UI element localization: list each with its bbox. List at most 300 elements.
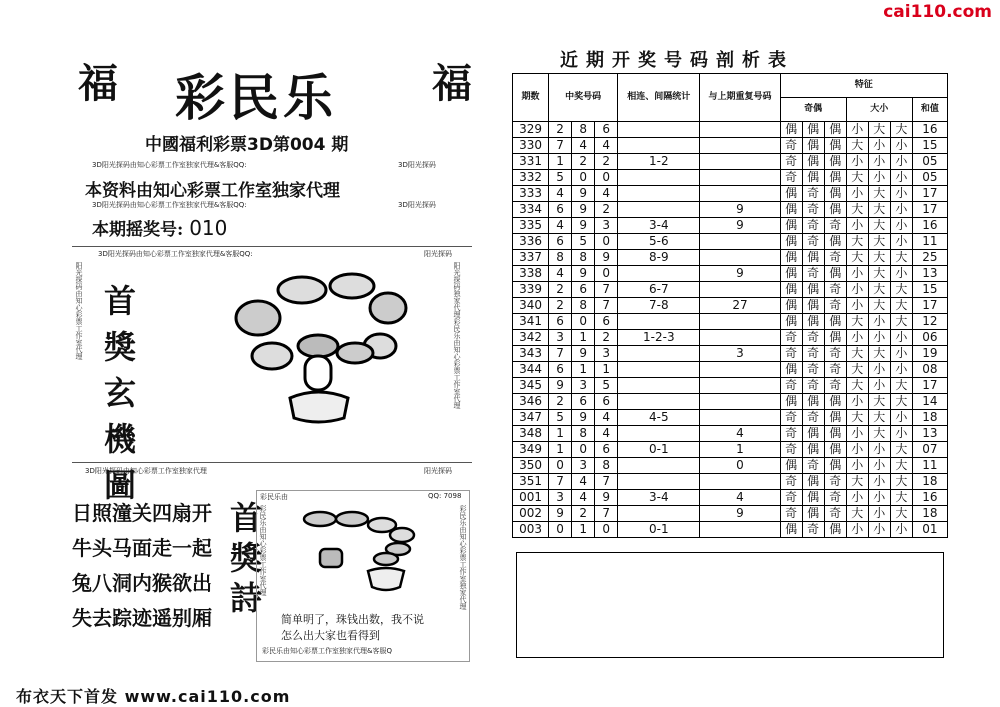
- digit-cell: 4: [595, 426, 618, 442]
- odd-even-cell: 奇: [780, 170, 802, 186]
- sum-cell: 25: [912, 250, 947, 266]
- odd-even-cell: 偶: [780, 314, 802, 330]
- consecutive-cell: [618, 266, 700, 282]
- sum-cell: 08: [912, 362, 947, 378]
- bead-necklace-picture: [220, 268, 420, 443]
- odd-even-cell: 偶: [824, 410, 846, 426]
- digit-cell: 4: [572, 138, 595, 154]
- repeat-cell: [700, 362, 780, 378]
- header-repeat: 与上期重复号码: [700, 74, 780, 122]
- big-small-cell: 大: [890, 474, 912, 490]
- odd-even-cell: 偶: [780, 266, 802, 282]
- consecutive-cell: [618, 346, 700, 362]
- consecutive-cell: [618, 378, 700, 394]
- sum-cell: 14: [912, 394, 947, 410]
- sum-cell: 18: [912, 410, 947, 426]
- big-small-cell: 小: [868, 170, 890, 186]
- digit-cell: 6: [572, 394, 595, 410]
- big-small-cell: 小: [890, 202, 912, 218]
- table-row: [513, 346, 948, 362]
- odd-even-cell: 偶: [824, 186, 846, 202]
- small-line-top-right: 3D阳光探码: [398, 161, 436, 169]
- odd-even-cell: 偶: [824, 314, 846, 330]
- mystery-title-char: 機: [103, 420, 136, 458]
- sum-cell: 05: [912, 154, 947, 170]
- repeat-cell: [700, 122, 780, 138]
- digit-cell: 7: [549, 474, 572, 490]
- big-small-cell: 大: [846, 314, 868, 330]
- big-small-cell: 小: [846, 394, 868, 410]
- odd-even-cell: 奇: [824, 378, 846, 394]
- big-small-cell: 大: [890, 282, 912, 298]
- big-small-cell: 大: [868, 202, 890, 218]
- odd-even-cell: 奇: [824, 346, 846, 362]
- odd-even-cell: 偶: [780, 250, 802, 266]
- odd-even-cell: 偶: [824, 154, 846, 170]
- big-small-cell: 大: [890, 122, 912, 138]
- poem-frame-vertical-left: 彩民乐由知心彩票工作室代理: [259, 505, 267, 596]
- header-number: 中奖号码: [549, 74, 618, 122]
- table-row: [513, 202, 948, 218]
- repeat-cell: [700, 282, 780, 298]
- header-big-small: 大小: [846, 98, 912, 122]
- big-small-cell: 小: [868, 330, 890, 346]
- table-row: [513, 506, 948, 522]
- big-small-cell: 小: [846, 218, 868, 234]
- big-small-cell: 大: [890, 442, 912, 458]
- big-small-cell: 小: [846, 282, 868, 298]
- poem-frame-vertical-right: 彩民乐由知心彩票工作室独家代理: [459, 505, 467, 610]
- header-issue: 期数: [513, 74, 549, 122]
- poem-title-char: 首: [229, 499, 262, 537]
- big-small-cell: 大: [846, 234, 868, 250]
- big-small-cell: 小: [846, 330, 868, 346]
- issue-cell: 346: [513, 394, 549, 410]
- frame-bottom-right-text: 阳光探码: [424, 467, 452, 475]
- digit-cell: 3: [572, 458, 595, 474]
- odd-even-cell: 奇: [824, 282, 846, 298]
- odd-even-cell: 奇: [780, 378, 802, 394]
- big-small-cell: 小: [846, 490, 868, 506]
- repeat-cell: [700, 314, 780, 330]
- issue-cell: 331: [513, 154, 549, 170]
- digit-cell: 0: [595, 522, 618, 538]
- issue-cell: 350: [513, 458, 549, 474]
- odd-even-cell: 奇: [802, 458, 824, 474]
- digit-cell: 6: [595, 122, 618, 138]
- consecutive-cell: [618, 474, 700, 490]
- digit-cell: 9: [549, 378, 572, 394]
- sum-cell: 07: [912, 442, 947, 458]
- poem-line: 日照潼关四扇开: [72, 501, 212, 525]
- digit-cell: 3: [572, 378, 595, 394]
- mystery-title-char: 圖: [103, 466, 136, 504]
- digit-cell: 0: [572, 314, 595, 330]
- odd-even-cell: 奇: [802, 346, 824, 362]
- table-row: [513, 410, 948, 426]
- table-title: 近期开奖号码剖析表: [560, 50, 794, 71]
- issue-cell: 337: [513, 250, 549, 266]
- odd-even-cell: 奇: [780, 330, 802, 346]
- big-small-cell: 大: [890, 314, 912, 330]
- issue-cell: 335: [513, 218, 549, 234]
- big-small-cell: 小: [890, 362, 912, 378]
- small-line-mid: 3D阳光探码由知心彩票工作室独家代理&客服QQ:: [92, 201, 247, 209]
- big-small-cell: 大: [846, 506, 868, 522]
- footer-credit: 布衣天下首发 www.cai110.com: [16, 687, 291, 706]
- odd-even-cell: 奇: [802, 202, 824, 218]
- odd-even-cell: 偶: [780, 298, 802, 314]
- digit-cell: 5: [549, 410, 572, 426]
- consecutive-cell: 3-4: [618, 490, 700, 506]
- big-small-cell: 小: [868, 378, 890, 394]
- odd-even-cell: 奇: [824, 218, 846, 234]
- digit-cell: 4: [549, 186, 572, 202]
- big-small-cell: 小: [846, 298, 868, 314]
- hint-line: 简单明了，珠钱出数，我不说: [281, 613, 424, 626]
- issue-cell: 003: [513, 522, 549, 538]
- digit-cell: 0: [549, 522, 572, 538]
- sum-cell: 13: [912, 266, 947, 282]
- repeat-cell: [700, 250, 780, 266]
- big-small-cell: 大: [868, 394, 890, 410]
- digit-cell: 2: [549, 122, 572, 138]
- big-small-cell: 大: [868, 234, 890, 250]
- table-row: [513, 186, 948, 202]
- big-small-cell: 大: [868, 282, 890, 298]
- issue-cell: 339: [513, 282, 549, 298]
- sum-cell: 12: [912, 314, 947, 330]
- table-row: [513, 282, 948, 298]
- odd-even-cell: 偶: [802, 506, 824, 522]
- sum-cell: 19: [912, 346, 947, 362]
- table-row: [513, 266, 948, 282]
- odd-even-cell: 奇: [802, 234, 824, 250]
- table-row: [513, 314, 948, 330]
- odd-even-cell: 偶: [802, 250, 824, 266]
- big-small-cell: 大: [890, 394, 912, 410]
- odd-even-cell: 偶: [780, 282, 802, 298]
- odd-even-cell: 偶: [802, 122, 824, 138]
- repeat-cell: [700, 394, 780, 410]
- odd-even-cell: 偶: [802, 426, 824, 442]
- odd-even-cell: 偶: [824, 426, 846, 442]
- big-small-cell: 小: [846, 266, 868, 282]
- digit-cell: 6: [549, 362, 572, 378]
- digit-cell: 9: [572, 410, 595, 426]
- frame-bottom-border: [72, 462, 472, 463]
- odd-even-cell: 奇: [824, 490, 846, 506]
- digit-cell: 6: [595, 314, 618, 330]
- big-small-cell: 小: [890, 266, 912, 282]
- digit-cell: 7: [595, 298, 618, 314]
- sum-cell: 17: [912, 186, 947, 202]
- table-row: [513, 298, 948, 314]
- digit-cell: 9: [549, 506, 572, 522]
- header-feature: 特征: [780, 74, 947, 98]
- repeat-cell: 1: [700, 442, 780, 458]
- digit-cell: 1: [549, 426, 572, 442]
- repeat-cell: 9: [700, 506, 780, 522]
- digit-cell: 6: [595, 442, 618, 458]
- digit-cell: 4: [595, 186, 618, 202]
- big-small-cell: 大: [868, 250, 890, 266]
- odd-even-cell: 奇: [802, 410, 824, 426]
- issue-cell: 336: [513, 234, 549, 250]
- digit-cell: 2: [595, 154, 618, 170]
- repeat-cell: 9: [700, 202, 780, 218]
- big-small-cell: 小: [868, 154, 890, 170]
- big-small-cell: 大: [846, 202, 868, 218]
- poem-line: 牛头马面走一起: [72, 536, 212, 560]
- consecutive-cell: 8-9: [618, 250, 700, 266]
- consecutive-cell: [618, 314, 700, 330]
- frame-top-border: [72, 246, 472, 248]
- consecutive-cell: [618, 138, 700, 154]
- digit-cell: 0: [572, 442, 595, 458]
- memo-box: [516, 552, 944, 658]
- consecutive-cell: 1-2-3: [618, 330, 700, 346]
- odd-even-cell: 奇: [780, 506, 802, 522]
- big-small-cell: 大: [846, 474, 868, 490]
- odd-even-cell: 奇: [802, 266, 824, 282]
- fu-char-left: 福: [78, 60, 118, 107]
- consecutive-cell: 5-6: [618, 234, 700, 250]
- odd-even-cell: 奇: [780, 474, 802, 490]
- mystery-title-char: 獎: [103, 328, 136, 366]
- repeat-cell: [700, 138, 780, 154]
- table-row: [513, 154, 948, 170]
- consecutive-cell: [618, 506, 700, 522]
- draw-label: 本期摇奖号:: [92, 220, 184, 240]
- odd-even-cell: 奇: [802, 186, 824, 202]
- big-small-cell: 大: [868, 426, 890, 442]
- odd-even-cell: 奇: [780, 346, 802, 362]
- table-row: [513, 442, 948, 458]
- issue-cell: 001: [513, 490, 549, 506]
- issue-cell: 343: [513, 346, 549, 362]
- digit-cell: 8: [572, 426, 595, 442]
- digit-cell: 0: [595, 234, 618, 250]
- table-row: [513, 250, 948, 266]
- poem-frame-top-text: 彩民乐由: [260, 493, 288, 501]
- big-small-cell: 小: [890, 522, 912, 538]
- table-row: [513, 330, 948, 346]
- fu-char-right: 福: [432, 60, 472, 107]
- consecutive-cell: [618, 170, 700, 186]
- frame-vertical-right: 阳光探码独家代理彩民乐由知心彩票工作室代理: [453, 262, 461, 409]
- digit-cell: 6: [549, 314, 572, 330]
- frame-bottom-text: 3D阳光探码由知心彩票工作室独家代理: [85, 467, 207, 475]
- small-line-mid-right: 3D阳光探码: [398, 201, 436, 209]
- sum-cell: 11: [912, 234, 947, 250]
- repeat-cell: [700, 186, 780, 202]
- consecutive-cell: 1-2: [618, 154, 700, 170]
- digit-cell: 3: [595, 346, 618, 362]
- odd-even-cell: 偶: [802, 298, 824, 314]
- odd-even-cell: 偶: [802, 490, 824, 506]
- sum-cell: 18: [912, 506, 947, 522]
- repeat-cell: 4: [700, 426, 780, 442]
- table-row: [513, 122, 948, 138]
- issue-cell: 002: [513, 506, 549, 522]
- digit-cell: 1: [549, 442, 572, 458]
- big-small-cell: 小: [846, 186, 868, 202]
- digit-cell: 0: [595, 266, 618, 282]
- frame-vertical-left: 阳光探码由知心彩票工作室代理: [75, 262, 83, 360]
- digit-cell: 8: [572, 298, 595, 314]
- big-small-cell: 小: [868, 458, 890, 474]
- digit-cell: 8: [595, 458, 618, 474]
- big-small-cell: 大: [846, 410, 868, 426]
- digit-cell: 9: [572, 218, 595, 234]
- agent-line: 本资料由知心彩票工作室独家代理: [85, 181, 340, 201]
- digit-cell: 5: [572, 234, 595, 250]
- table-row: [513, 218, 948, 234]
- sum-cell: 17: [912, 202, 947, 218]
- digit-cell: 7: [549, 138, 572, 154]
- repeat-cell: 4: [700, 490, 780, 506]
- table-row: [513, 234, 948, 250]
- odd-even-cell: 偶: [802, 282, 824, 298]
- digit-cell: 2: [572, 506, 595, 522]
- consecutive-cell: 3-4: [618, 218, 700, 234]
- table-row: [513, 426, 948, 442]
- poem-frame-bottom-text: 彩民乐由知心彩票工作室独家代理&客服Q: [262, 647, 392, 655]
- repeat-cell: [700, 474, 780, 490]
- odd-even-cell: 偶: [780, 522, 802, 538]
- frame-top-right-text: 阳光探码: [424, 250, 452, 258]
- digit-cell: 2: [549, 282, 572, 298]
- big-small-cell: 大: [890, 250, 912, 266]
- brand-title: 彩民乐: [175, 68, 337, 127]
- odd-even-cell: 偶: [780, 186, 802, 202]
- odd-even-cell: 奇: [780, 410, 802, 426]
- big-small-cell: 大: [868, 346, 890, 362]
- digit-cell: 2: [595, 202, 618, 218]
- odd-even-cell: 奇: [780, 490, 802, 506]
- odd-even-cell: 偶: [780, 234, 802, 250]
- big-small-cell: 小: [846, 122, 868, 138]
- consecutive-cell: [618, 362, 700, 378]
- odd-even-cell: 偶: [780, 122, 802, 138]
- digit-cell: 4: [549, 218, 572, 234]
- digit-cell: 8: [572, 122, 595, 138]
- digit-cell: 2: [549, 298, 572, 314]
- sum-cell: 05: [912, 170, 947, 186]
- big-small-cell: 小: [868, 442, 890, 458]
- digit-cell: 7: [595, 474, 618, 490]
- small-line-top: 3D阳光探码由知心彩票工作室独家代理&客服QQ:: [92, 161, 247, 169]
- digit-cell: 9: [572, 202, 595, 218]
- consecutive-cell: [618, 186, 700, 202]
- consecutive-cell: 7-8: [618, 298, 700, 314]
- repeat-cell: [700, 154, 780, 170]
- digit-cell: 3: [595, 218, 618, 234]
- odd-even-cell: 奇: [824, 250, 846, 266]
- issue-cell: 341: [513, 314, 549, 330]
- big-small-cell: 小: [846, 522, 868, 538]
- digit-cell: 9: [572, 346, 595, 362]
- big-small-cell: 小: [868, 506, 890, 522]
- table-row: [513, 474, 948, 490]
- big-small-cell: 大: [846, 170, 868, 186]
- digit-cell: 8: [549, 250, 572, 266]
- big-small-cell: 大: [890, 458, 912, 474]
- odd-even-cell: 偶: [824, 122, 846, 138]
- odd-even-cell: 奇: [780, 138, 802, 154]
- big-small-cell: 大: [890, 298, 912, 314]
- analysis-table: [512, 73, 948, 538]
- repeat-cell: [700, 522, 780, 538]
- digit-cell: 6: [549, 202, 572, 218]
- digit-cell: 4: [595, 410, 618, 426]
- issue-cell: 348: [513, 426, 549, 442]
- odd-even-cell: 奇: [780, 154, 802, 170]
- table-row: [513, 362, 948, 378]
- repeat-cell: [700, 330, 780, 346]
- big-small-cell: 小: [868, 362, 890, 378]
- digit-cell: 9: [572, 266, 595, 282]
- repeat-cell: [700, 410, 780, 426]
- sum-cell: 16: [912, 218, 947, 234]
- odd-even-cell: 奇: [824, 298, 846, 314]
- digit-cell: 4: [572, 474, 595, 490]
- consecutive-cell: 0-1: [618, 522, 700, 538]
- issue-line: 中國福利彩票3D第004 期: [145, 135, 349, 155]
- big-small-cell: 小: [846, 426, 868, 442]
- repeat-cell: 3: [700, 346, 780, 362]
- odd-even-cell: 偶: [802, 474, 824, 490]
- site-logo[interactable]: cai110.com: [883, 2, 992, 22]
- big-small-cell: 小: [890, 218, 912, 234]
- poem-frame-qq: QQ: 7098: [428, 492, 462, 500]
- mystery-title-char: 首: [103, 282, 136, 320]
- issue-cell: 340: [513, 298, 549, 314]
- consecutive-cell: [618, 122, 700, 138]
- sum-cell: 06: [912, 330, 947, 346]
- odd-even-cell: 偶: [802, 394, 824, 410]
- digit-cell: 1: [549, 154, 572, 170]
- consecutive-cell: 4-5: [618, 410, 700, 426]
- digit-cell: 1: [572, 362, 595, 378]
- odd-even-cell: 偶: [802, 314, 824, 330]
- header-consecutive: 相连、间隔统计: [618, 74, 700, 122]
- table-row: [513, 170, 948, 186]
- odd-even-cell: 偶: [824, 522, 846, 538]
- odd-even-cell: 偶: [824, 442, 846, 458]
- odd-even-cell: 偶: [780, 218, 802, 234]
- frame-top-text: 3D阳光探码由知心彩票工作室独家代理&客服QQ:: [98, 250, 253, 258]
- big-small-cell: 大: [868, 410, 890, 426]
- big-small-cell: 大: [868, 122, 890, 138]
- digit-cell: 7: [595, 282, 618, 298]
- issue-cell: 338: [513, 266, 549, 282]
- repeat-cell: [700, 170, 780, 186]
- digit-cell: 0: [595, 170, 618, 186]
- mystery-title-char: 玄: [103, 374, 136, 412]
- odd-even-cell: 奇: [824, 362, 846, 378]
- odd-even-cell: 偶: [780, 394, 802, 410]
- big-small-cell: 大: [868, 186, 890, 202]
- poem-line: 兔八洞内猴欲出: [72, 571, 212, 595]
- big-small-cell: 大: [890, 490, 912, 506]
- issue-cell: 345: [513, 378, 549, 394]
- big-small-cell: 小: [890, 186, 912, 202]
- hint-text: [281, 612, 424, 644]
- digit-cell: 4: [572, 490, 595, 506]
- big-small-cell: 大: [846, 138, 868, 154]
